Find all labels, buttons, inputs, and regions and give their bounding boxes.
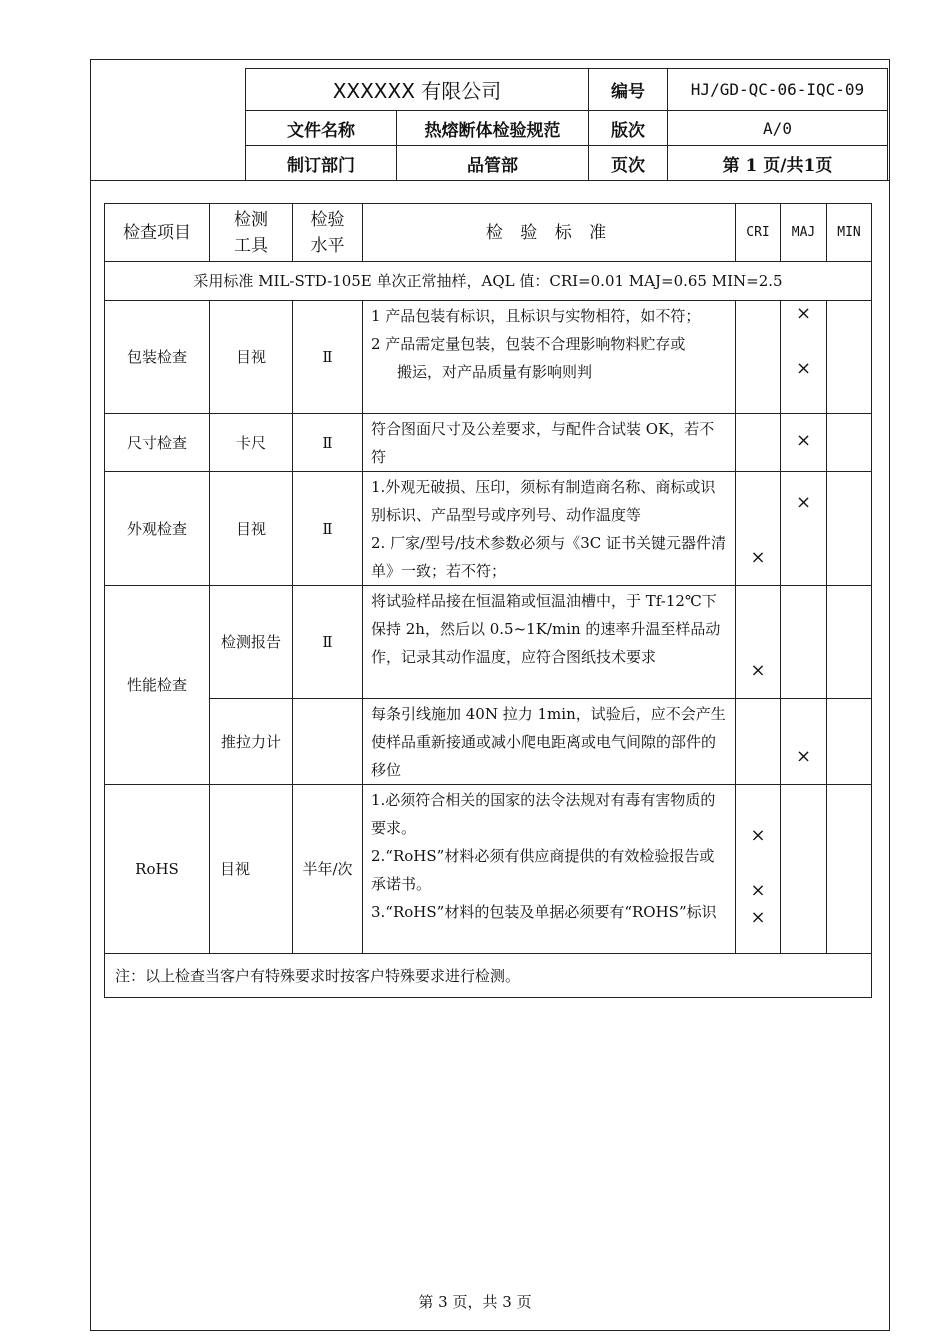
- inspection-standard: [363, 472, 736, 586]
- col-header-tool: 检测 工具: [210, 204, 293, 262]
- min-cell: [827, 586, 872, 699]
- tool-name: 目视: [210, 472, 293, 586]
- defect-mark: ×: [795, 746, 812, 767]
- dept-label: 制订部门: [246, 146, 397, 181]
- standard-line: 1 产品包装有标识，且标识与实物相符，如不符；: [371, 307, 701, 325]
- item-name: 尺寸检查: [105, 414, 210, 472]
- min-cell: [827, 301, 872, 414]
- standard-line: 1.外观无破损、压印，须标有制造商名称、商标或识别标识、产品型号或序列号、动作温度等: [371, 478, 716, 524]
- cri-cell: [736, 472, 781, 586]
- cri-cell: [736, 699, 781, 785]
- inspection-level: Ⅱ: [293, 472, 363, 586]
- tool-name: 卡尺: [210, 414, 293, 472]
- defect-mark: ×: [750, 660, 766, 681]
- min-cell: [827, 414, 872, 472]
- cri-cell: [736, 414, 781, 472]
- inspection-standard: [363, 785, 736, 954]
- page-value: 第 1 页/共1页: [668, 146, 888, 181]
- maj-cell: [781, 301, 827, 414]
- min-cell: [827, 699, 872, 785]
- filename-label: 文件名称: [246, 111, 397, 146]
- code-value: HJ/GD-QC-06-IQC-09: [668, 69, 888, 111]
- item-name: 外观检查: [105, 472, 210, 586]
- table-row: [105, 785, 872, 954]
- defect-mark: ×: [795, 430, 812, 451]
- col-header-level: 检验 水平: [293, 204, 363, 262]
- inspection-standard: 将试验样品接在恒温箱或恒温油槽中，于 Tf-12℃下保持 2h，然后以 0.5~1K/min 的速率升温至样品动作，记录其动作温度，应符合图纸技术要求: [363, 586, 736, 699]
- defect-mark: ×: [750, 825, 766, 846]
- code-label: 编号: [589, 69, 668, 111]
- col-header-item: 检查项目: [105, 204, 210, 262]
- standard-line: 搬运，对产品质量有影响则判: [397, 363, 593, 381]
- tool-name: 目视: [210, 785, 293, 954]
- item-name: RoHS: [105, 785, 210, 954]
- standard-line: 1.必须符合相关的国家的法令法规对有毒有害物质的要求。: [371, 791, 716, 837]
- page-label: 页次: [589, 146, 668, 181]
- maj-cell: [781, 586, 827, 699]
- maj-cell: [781, 414, 827, 472]
- item-name: 性能检查: [105, 586, 210, 785]
- defect-mark: ×: [750, 880, 766, 901]
- inspection-level: Ⅱ: [293, 301, 363, 414]
- table-row: [105, 301, 872, 414]
- sampling-standard: 采用标准 MIL-STD-105E 单次正常抽样，AQL 值：CRI=0.01 MAJ=0.65 MIN=2.5: [105, 262, 872, 301]
- dept-value: 品管部: [397, 146, 589, 181]
- table-note: 注：以上检查当客户有特殊要求时按客户特殊要求进行检测。: [105, 954, 872, 998]
- inspection-level: Ⅱ: [293, 586, 363, 699]
- defect-mark: ×: [795, 303, 812, 324]
- maj-cell: [781, 472, 827, 586]
- maj-cell: [781, 699, 827, 785]
- table-row: [105, 414, 872, 472]
- cri-cell: [736, 586, 781, 699]
- defect-mark: ×: [795, 358, 812, 379]
- page-footer: 第 3 页，共 3 页: [418, 1293, 532, 1311]
- inspection-table: [104, 203, 872, 998]
- item-name: 包装检查: [105, 301, 210, 414]
- col-header-standard: 检 验 标 准: [363, 204, 736, 262]
- min-cell: [827, 785, 872, 954]
- standard-line: 3.“RoHS”材料的包装及单据必须要有“ROHS”标识: [371, 903, 717, 921]
- table-row: [105, 586, 872, 699]
- inspection-standard: 每条引线施加 40N 拉力 1min，试验后，应不会产生使样品重新接通或减小爬电距离或电气间隙的部件的移位: [363, 699, 736, 785]
- col-header-cri: CRI: [736, 204, 781, 262]
- tool-name: 推拉力计: [210, 699, 293, 785]
- table-row: [105, 472, 872, 586]
- standard-line: 2.“RoHS”材料必须有供应商提供的有效检验报告或承诺书。: [371, 847, 715, 893]
- min-cell: [827, 472, 872, 586]
- tool-name: 目视: [210, 301, 293, 414]
- version-value: A/0: [668, 111, 888, 146]
- col-header-min: MIN: [827, 204, 872, 262]
- inspection-standard: [363, 301, 736, 414]
- maj-cell: [781, 785, 827, 954]
- defect-mark: ×: [795, 492, 812, 513]
- standard-line: 2. 厂家/型号/技术参数必须与《3C 证书关键元器件清单》一致；若不符；: [371, 534, 726, 580]
- company-name: XXXXXX 有限公司: [246, 69, 589, 111]
- cri-cell: [736, 301, 781, 414]
- defect-mark: ×: [750, 547, 766, 568]
- tool-name: 检测报告: [210, 586, 293, 699]
- document-header: [245, 68, 888, 181]
- table-row: [105, 699, 872, 785]
- standard-line: 2 产品需定量包装，包装不合理影响物料贮存或: [371, 335, 686, 353]
- inspection-standard: 符合图面尺寸及公差要求，与配件合试装 OK，若不符: [363, 414, 736, 472]
- inspection-level: [293, 699, 363, 785]
- col-header-maj: MAJ: [781, 204, 827, 262]
- filename-value: 热熔断体检验规范: [397, 111, 589, 146]
- inspection-level: 半年/次: [293, 785, 363, 954]
- defect-mark: ×: [750, 907, 766, 928]
- version-label: 版次: [589, 111, 668, 146]
- inspection-level: Ⅱ: [293, 414, 363, 472]
- cri-cell: [736, 785, 781, 954]
